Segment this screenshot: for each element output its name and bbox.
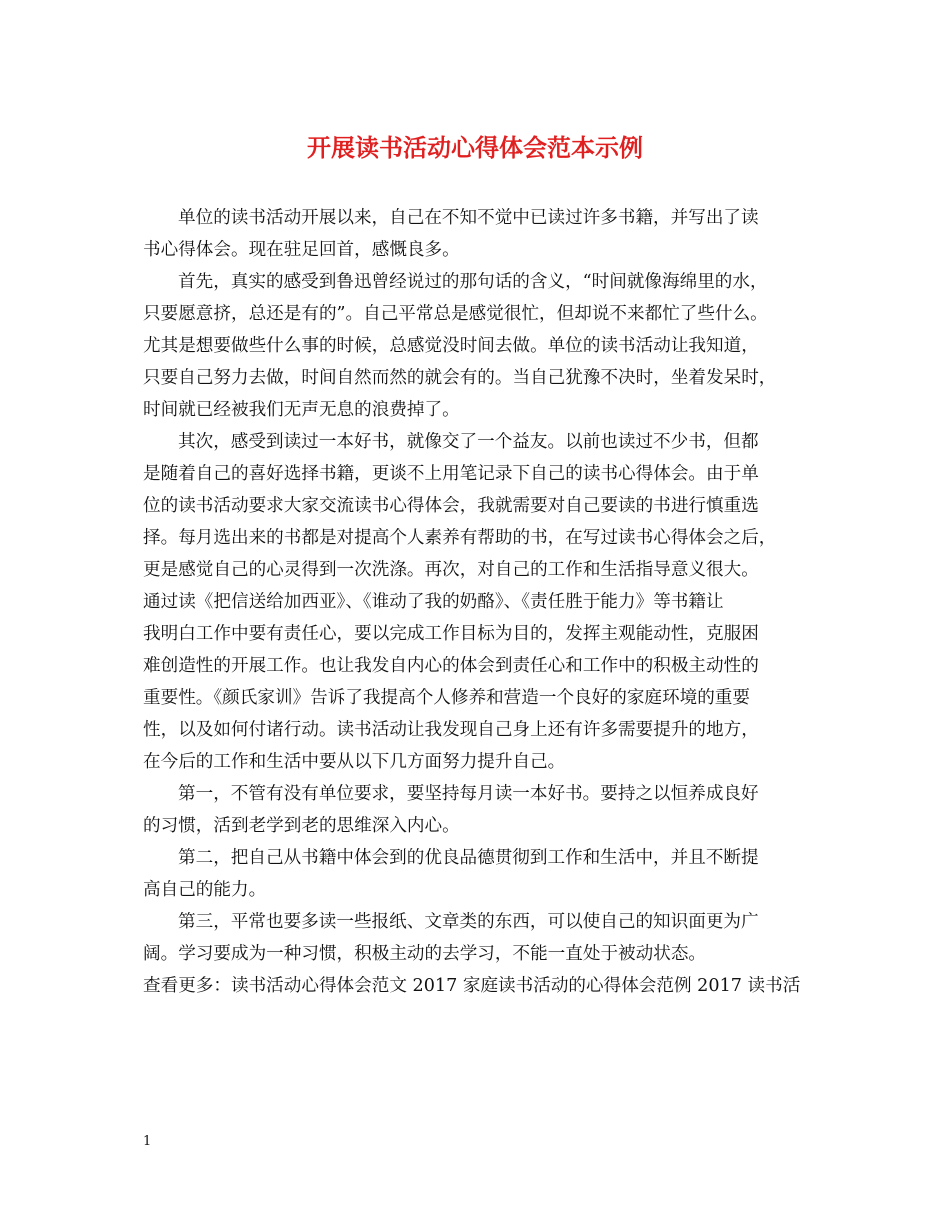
text-line: 其次，感受到读过一本好书，就像交了一个益友。以前也读过不少书，但都 xyxy=(178,432,759,452)
text-line: 时间就已经被我们无声无息的浪费掉了。 xyxy=(143,400,460,420)
text-line: 书心得体会。现在驻足回首，感慨良多。 xyxy=(143,240,460,260)
text-line: 难创造性的开展工作。也让我发自内心的体会到责任心和工作中的积极主动性的 xyxy=(143,656,759,676)
text-line: 单位的读书活动开展以来，自己在不知不觉中已读过许多书籍，并写出了读 xyxy=(178,208,759,228)
text-line: 只要自己努力去做，时间自然而然的就会有的。当自己犹豫不决时，坐着发呆时， xyxy=(143,368,777,388)
text-line: 位的读书活动要求大家交流读书心得体会，我就需要对自己要读的书进行慎重选 xyxy=(143,496,759,516)
text-line: 尤其是想要做些什么事的时候，总感觉没时间去做。单位的读书活动让我知道， xyxy=(143,336,759,356)
text-line: 查看更多：读书活动心得体会范文 2017 家庭读书活动的心得体会范例 2017 读书活 xyxy=(143,976,801,996)
page-number: 1 xyxy=(143,1134,152,1149)
text-line: 阔。学习要成为一种习惯，积极主动的去学习，不能一直处于被动状态。 xyxy=(143,944,707,964)
text-line: 择。每月选出来的书都是对提高个人素养有帮助的书，在写过读书心得体会之后， xyxy=(143,528,777,548)
document-title: 开展读书活动心得体会范本示例 xyxy=(307,133,643,162)
text-line: 通过读《把信送给加西亚》、《谁动了我的奶酪》、《责任胜于能力》等书籍让 xyxy=(143,592,724,612)
text-line: 首先，真实的感受到鲁迅曾经说过的那句话的含义，“时间就像海绵里的水， xyxy=(178,272,768,292)
text-line: 第二，把自己从书籍中体会到的优良品德贯彻到工作和生活中，并且不断提 xyxy=(178,848,759,868)
text-line: 在今后的工作和生活中要从以下几方面努力提升自己。 xyxy=(143,752,566,772)
text-line: 重要性。《颜氏家训》告诉了我提高个人修养和营造一个良好的家庭环境的重要 xyxy=(143,688,750,708)
text-line: 我明白工作中要有责任心，要以完成工作目标为目的，发挥主观能动性，克服困 xyxy=(143,624,759,644)
text-line: 性，以及如何付诸行动。读书活动让我发现自己身上还有许多需要提升的地方， xyxy=(143,720,759,740)
text-line: 第一，不管有没有单位要求，要坚持每月读一本好书。要持之以恒养成良好 xyxy=(178,784,759,804)
text-line: 更是感觉自己的心灵得到一次洗涤。再次，对自己的工作和生活指导意义很大。 xyxy=(143,560,759,580)
text-line: 高自己的能力。 xyxy=(143,880,267,900)
text-line: 只要愿意挤，总还是有的”。自己平常总是感觉很忙，但却说不来都忙了些什么。 xyxy=(143,304,768,324)
document-body xyxy=(143,202,811,1002)
text-line: 是随着自己的喜好选择书籍，更谈不上用笔记录下自己的读书心得体会。由于单 xyxy=(143,464,759,484)
text-line: 的习惯，活到老学到老的思维深入内心。 xyxy=(143,816,460,836)
text-line: 第三，平常也要多读一些报纸、文章类的东西，可以使自己的知识面更为广 xyxy=(178,912,759,932)
